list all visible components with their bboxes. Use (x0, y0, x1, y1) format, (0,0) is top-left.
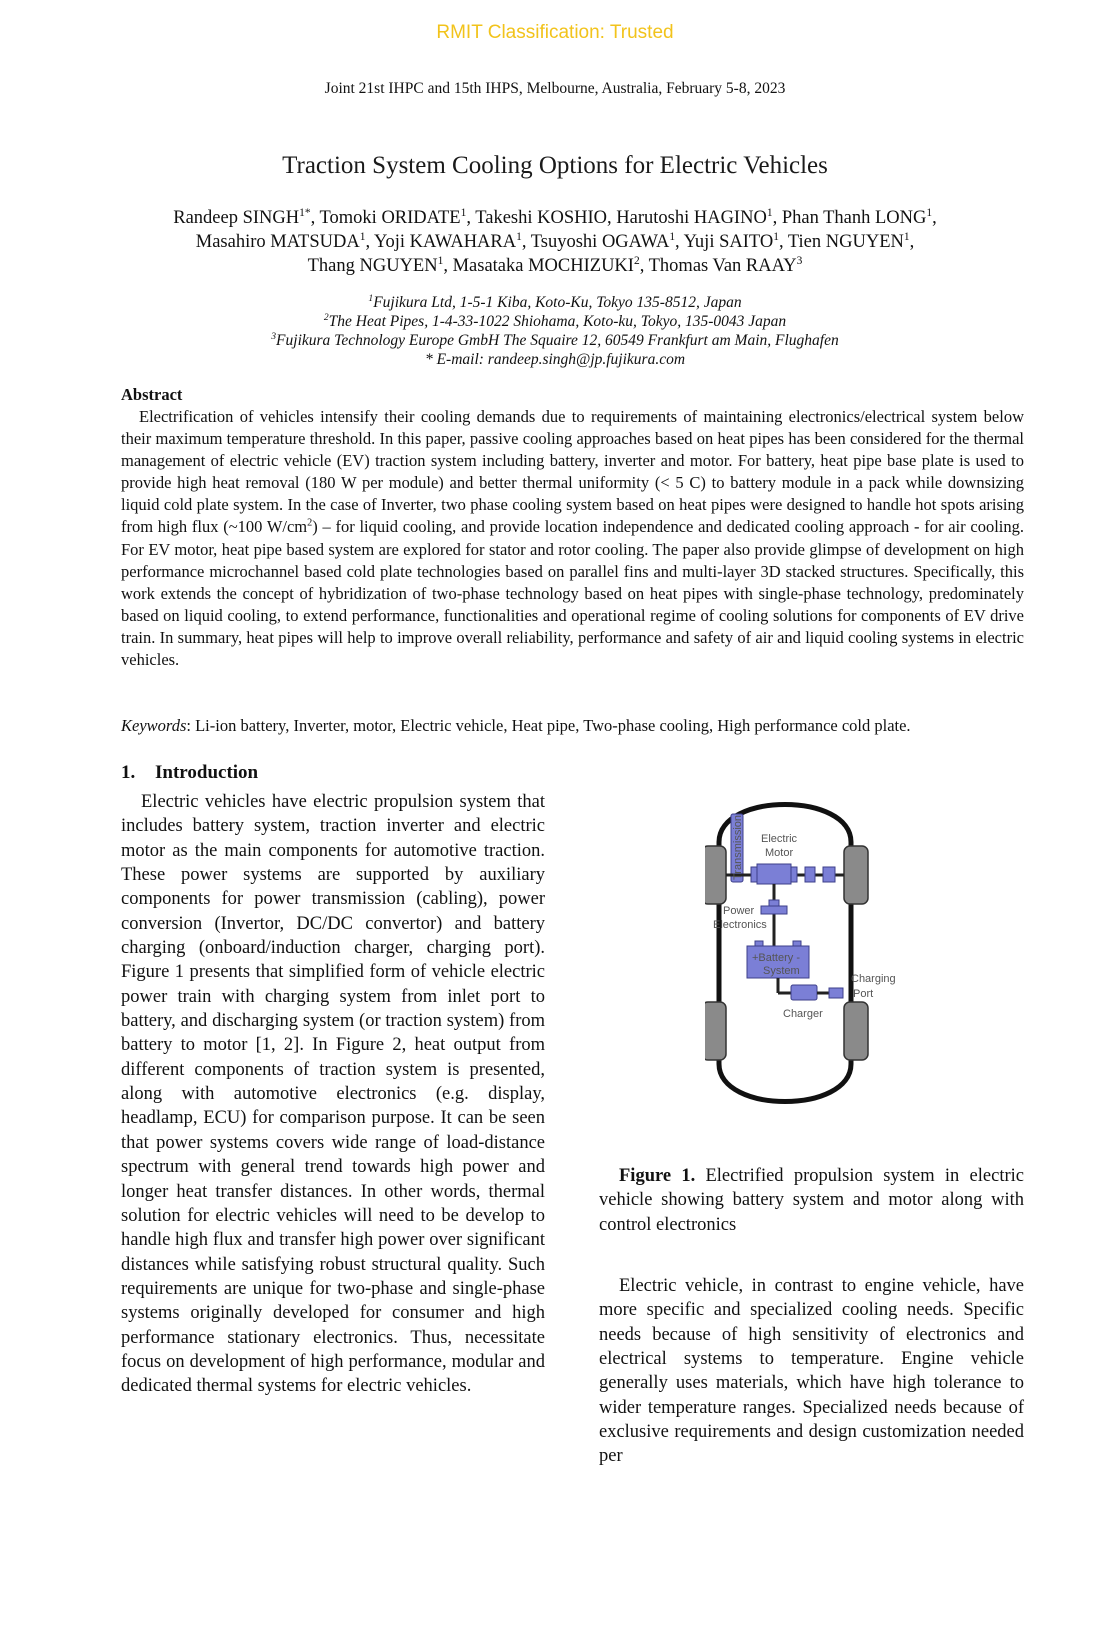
label-electric: Electric (761, 833, 798, 845)
affiliation: $^1$Fujikura Ltd, 1-5-1 Kiba, Koto-Ku, Tokyo 135-8512, Japan (368, 292, 742, 311)
motor-block (757, 864, 791, 884)
figure-1-diagram (705, 796, 955, 1136)
author: Tomoki ORIDATE$^1$, (319, 206, 476, 228)
figure-1-caption: Figure 1. Electrified propulsion system in electric vehicle showing battery system and motor along with control electronics (599, 1166, 1024, 1235)
intro-right-column: Electric vehicle, in contrast to engine vehicle, have more specific and specialized cooling needs. Specific needs because of high sensitivity of electronics and electrical systems to temperature. Engine vehicle generally uses materials, which have high tolerance to wider temperature ranges. Specialized needs because of exclusive requirements and design customization needed per (599, 1276, 1024, 1467)
rear-right-wheel (844, 1002, 868, 1060)
affiliation-list (80, 293, 1030, 369)
label-charger: Charger (783, 1008, 823, 1020)
front-left-wheel (705, 846, 726, 904)
classification-label: RMIT Classification: Trusted (436, 22, 674, 43)
label-transmission: Transmission (732, 815, 744, 880)
author: Yuji SAITO$^1$, (683, 230, 788, 252)
abstract-heading: Abstract (121, 385, 183, 404)
keywords-label: Keywords (121, 716, 187, 735)
front-right-wheel (844, 846, 868, 904)
author: Yoji KAWAHARA$^1$, (374, 230, 531, 252)
contact-email: * E-mail: randeep.singh@jp.fujikura.com (424, 351, 686, 368)
author: Takeshi KOSHIO, Harutoshi HAGINO$^1$, (475, 206, 782, 228)
author: Thomas Van RAAY$^3$ (648, 254, 803, 276)
car-body-rear (719, 1064, 851, 1102)
rear-left-wheel (705, 1002, 726, 1060)
label-charging: Charging (851, 973, 896, 985)
power-electronics-block (761, 906, 787, 914)
label-port: Port (853, 988, 874, 1000)
author: Masahiro MATSUDA$^1$, (195, 230, 375, 252)
affiliation: $^2$The Heat Pipes, 1-4-33-1022 Shiohama, Koto-ku, Tokyo, 135-0043 Japan (323, 311, 787, 330)
abstract-body: Electrification of vehicles intensify their cooling demands due to requirements of maintaining electronics/electrical system below their maximum temperature threshold. In this paper, passive cooling approaches based on heat pipes has been considered for the thermal management of electric vehicle (EV) traction system including battery, inverter and motor. For battery, heat pipe base plate is used to provide high heat removal (180 W per module) and better thermal uniformity (< 5 C) to battery module in a pack while downsizing liquid cold plate system. In the case of Inverter, two phase cooling system based on heat pipes were designed to handle hot spots arising from high flux (~100 $W/cm^2$) – for liquid cooling, and provide location independence and dedicated cooling approach - for air cooling. For EV motor, heat pipe based system are explored for stator and rotor cooling. The paper also provide glimpse of development on high performance microchannel based cold plate technologies based on parallel fins and multi-layer 3D stacked structures. Specifically, this work extends the concept of hybridization of two-phase technology based on heat pipes with single-phase technology, predominately based on liquid cooling, to extend performance, functionalities and operational regime of cooling solutions for components of EV drive train. In summary, heat pipes will help to improve overall reliability, performance and safety of air and liquid cooling systems in electric vehicles. (121, 407, 1024, 670)
label-system: System (763, 965, 800, 977)
author: Masataka MOCHIZUKI$^2$, (452, 254, 649, 276)
label-power: Power (723, 905, 755, 917)
author: Phan Thanh LONG$^1$, (781, 206, 937, 228)
label-battery: +Battery - (752, 952, 800, 964)
author-list (80, 206, 1030, 278)
label-motor: Motor (765, 847, 794, 859)
charger-block (791, 985, 817, 1000)
keywords: Keywords: Li-ion battery, Inverter, motor, Electric vehicle, Heat pipe, Two-phase cooling, High performance cold plate. (121, 716, 911, 735)
affiliation: $^3$Fujikura Technology Europe GmbH The Squaire 12, 60549 Frankfurt am Main, Flughafen (271, 330, 839, 349)
author: Tien NGUYEN$^1$, (787, 230, 915, 252)
paper-title: Traction System Cooling Options for Electric Vehicles (282, 152, 828, 179)
author: Randeep $SINGH^{1*}$, (173, 206, 320, 228)
author: Tsuyoshi OGAWA$^1$, (530, 230, 684, 252)
charging-port-block (829, 988, 843, 998)
author: Thang NGUYEN$^1$, (307, 254, 453, 276)
conference-header: Joint 21st IHPC and 15th IHPS, Melbourne, Australia, February 5-8, 2023 (324, 80, 786, 97)
intro-left-column: Electric vehicles have electric propulsion system that includes battery system, traction inverter and electric motor as the main components for automotive traction. These power systems are supported by auxiliary components for power transmission (cabling), power conversion (Invertor, DC/DC convertor) and battery charging (onboard/induction charger, charging port). Figure 1 presents that simplified form of vehicle electric power train with charging system from inlet port to battery, and discharging system (or traction system) from battery to motor [1, 2]. In Figure 2, heat output from different components of traction system is presented, along with automotive electronics (e.g. display, headlamp, ECU) for comparison purpose. It can be seen that power systems covers wide range of load-distance spectrum with general trend towards high power and longer heat transfer distances. In other words, thermal solution for electric vehicles will need to be develop to handle high flux and transfer high power over significant distances while satisfying robust structural quality. Such requirements are unique for two-phase and single-phase systems originally developed for consumer and high performance stationary electronics. Thus, necessitate focus on development of high performance, modular and dedicated thermal systems for electric vehicles. (121, 792, 545, 1397)
section-heading: 1. Introduction (121, 762, 259, 783)
label-electronics: Electronics (713, 919, 767, 931)
